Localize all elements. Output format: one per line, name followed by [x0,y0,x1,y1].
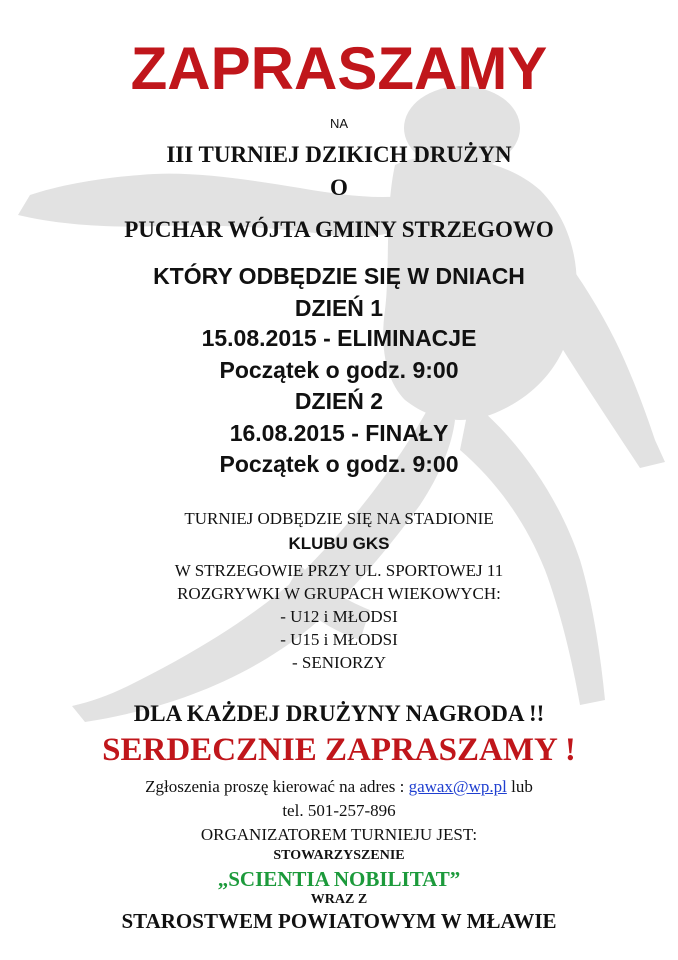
group-item: - U12 i MŁODSI [280,607,398,626]
groups-title: ROZGRYWKI W GRUPACH WIEKOWYCH: [177,584,501,603]
association-type: STOWARZYSZENIE [273,848,405,863]
association-name: „SCIENTIA NOBILITAT” [217,867,461,891]
organizer-label: ORGANIZATOREM TURNIEJU JEST: [200,825,478,844]
prize-line: DLA KAŻDEJ DRUŻYNY NAGRODA !! [133,701,545,726]
venue-line: TURNIEJ ODBĘDZIE SIĘ NA STADIONIE [184,509,494,528]
venue-address: W STRZEGOWIE PRZY UL. SPORTOWEJ 11 [174,561,504,580]
contact-line [0,776,678,798]
event-name: III TURNIEJ DZIKICH DRUŻYN [166,142,512,167]
group-item: - U15 i MŁODSI [280,630,398,649]
cup-name: PUCHAR WÓJTA GMINY STRZEGOWO [124,217,554,242]
day1-start: Początek o godz. 9:00 [219,357,459,383]
main-title: ZAPRASZAMY [130,35,548,102]
day2-date: 16.08.2015 - FINAŁY [229,420,449,446]
contact-prefix: Zgłoszenia proszę kierować na adres : [145,777,409,796]
venue-club: KLUBU GKS [288,534,390,553]
o-label: O [330,175,348,200]
group-item: - SENIORZY [292,653,386,672]
schedule-intro: KTÓRY ODBĘDZIE SIĘ W DNIACH [153,263,525,289]
na-label: NA [329,116,349,131]
invite-line: SERDECZNIE ZAPRASZAMY ! [102,732,576,768]
partner-name: STAROSTWEM POWIATOWYM W MŁAWIE [121,909,557,933]
day1-date: 15.08.2015 - ELIMINACJE [201,325,477,351]
contact-suffix: lub [506,777,533,796]
email-link[interactable]: gawax@wp.pl [408,777,507,796]
phone-line: tel. 501-257-896 [282,801,396,820]
with-label: WRAZ Z [310,892,368,907]
day2-start: Początek o godz. 9:00 [219,451,459,477]
day2-label: DZIEŃ 2 [294,388,384,414]
day1-label: DZIEŃ 1 [294,295,384,321]
